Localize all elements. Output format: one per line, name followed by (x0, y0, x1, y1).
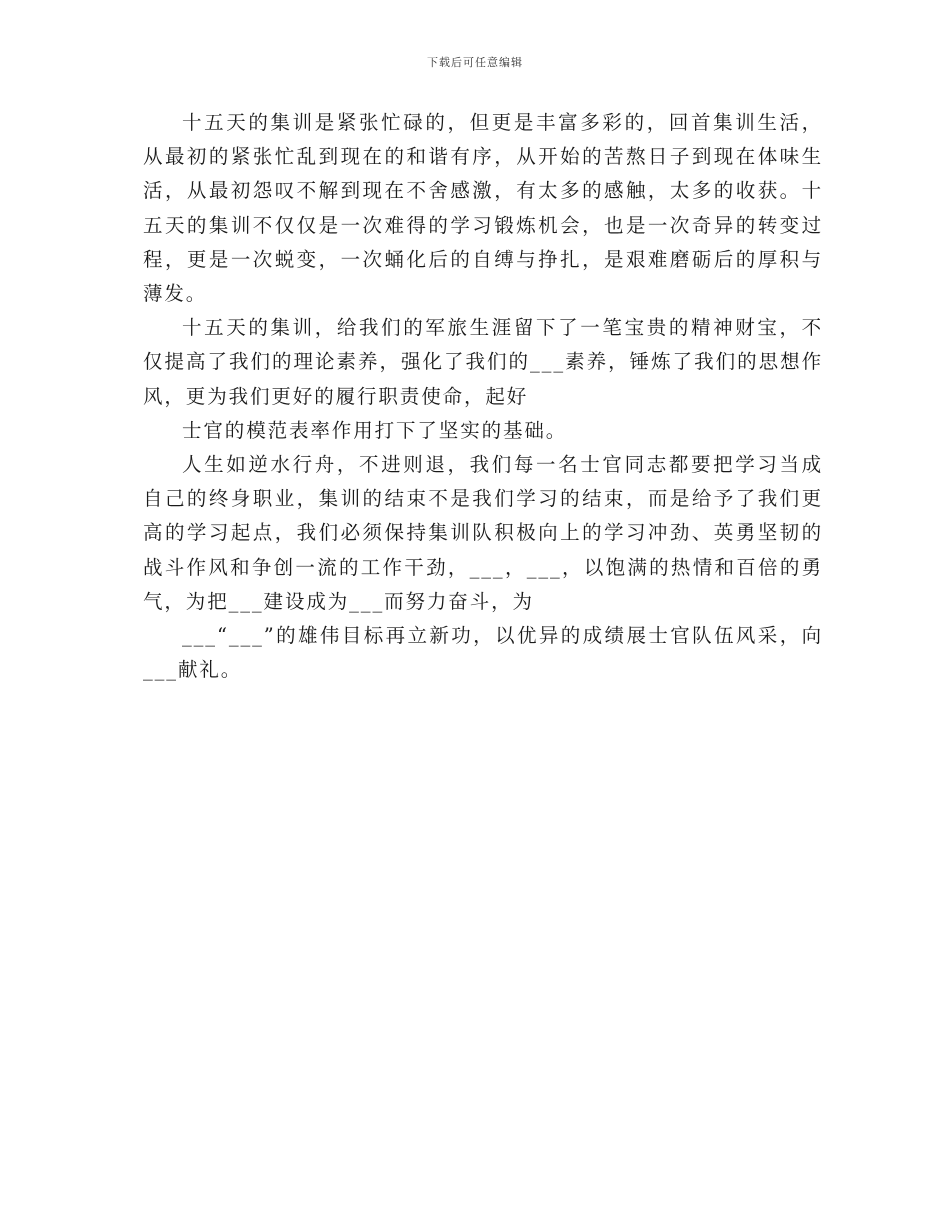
paragraph-5: ___“___”的雄伟目标再立新功，以优异的成绩展士官队伍风采，向___献礼。 (143, 624, 823, 682)
paragraph-4: 人生如逆水行舟，不进则退，我们每一名士官同志都要把学习当成自己的终身职业，集训的结束不是我们学习的结束，而是给予了我们更高的学习起点，我们必须保持集训队积极向上的学习冲劲、英勇坚韧的战斗作风和争创一流的工作干劲，___，___，以饱满的热情和百倍的勇气，为把___建设成为___而努力奋斗，为 (143, 453, 823, 613)
paragraph-1: 十五天的集训是紧张忙碌的，但更是丰富多彩的，回首集训生活，从最初的紧张忙乱到现在的和谐有序，从开始的苦熬日子到现在体味生活，从最初怨叹不解到现在不舍感激，有太多的感触，太多的收获。十五天的集训不仅仅是一次难得的学习锻炼机会，也是一次奇异的转变过程，更是一次蜕变，一次蛹化后的自缚与挣扎，是艰难磨砺后的厚积与薄发。 (143, 111, 823, 306)
page-header-note: 下载后可任意编辑 (427, 56, 523, 69)
paragraph-3: 士官的模范表率作用打下了坚实的基础。 (182, 418, 568, 442)
paragraph-2: 十五天的集训，给我们的军旅生涯留下了一笔宝贵的精神财宝，不仅提高了我们的理论素养，强化了我们的___素养，锤炼了我们的思想作风，更为我们更好的履行职责使命，起好 (143, 316, 823, 408)
document-body (143, 106, 823, 687)
